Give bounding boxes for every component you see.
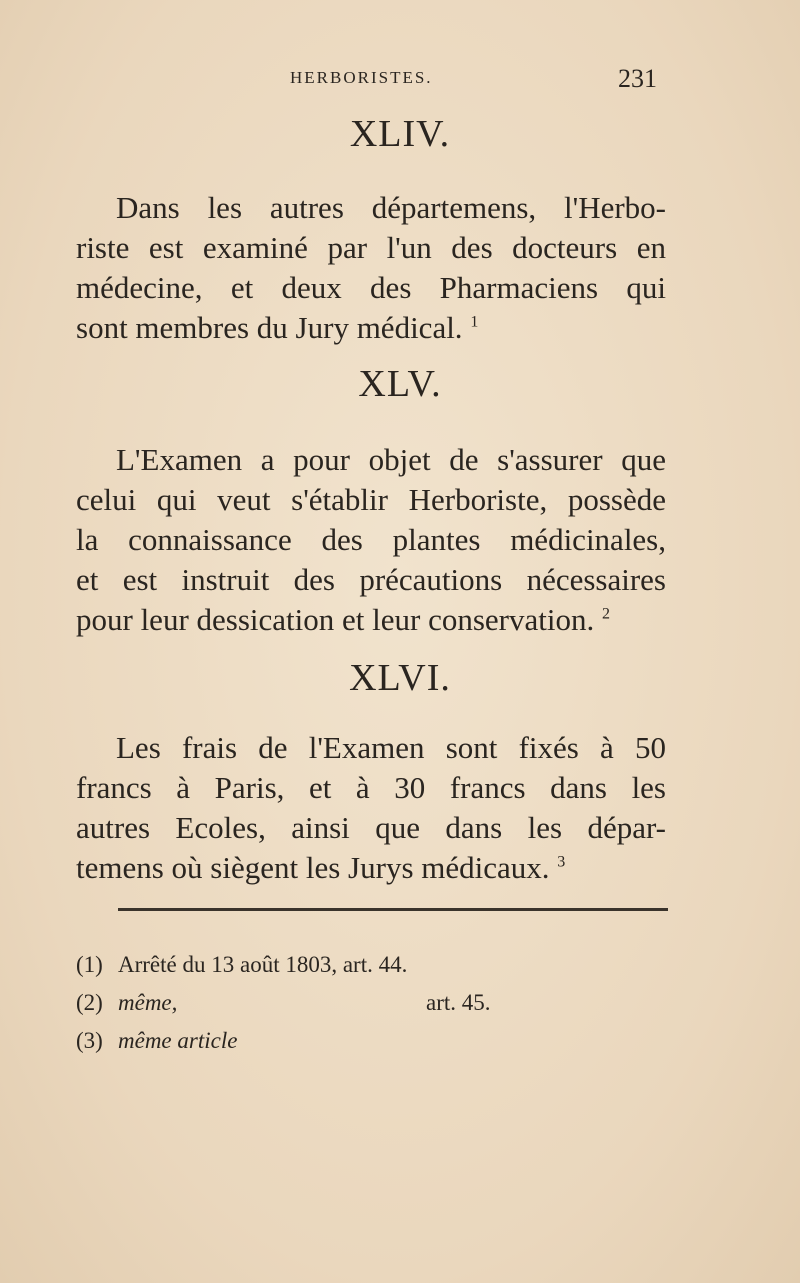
paragraph-line: autres Ecoles, ainsi que dans les dépar-: [76, 810, 666, 845]
footnote-reference: 2: [601, 605, 610, 623]
paragraph-line-text: temens où siègent les Jurys médicaux.: [76, 850, 550, 885]
section-paragraph: [76, 440, 666, 640]
paragraph-line: [76, 308, 666, 348]
paragraph-line: L'Examen a pour objet de s'assurer que: [116, 442, 666, 477]
paragraph-line: Les frais de l'Examen sont fixés à 50: [116, 730, 666, 765]
footnote: [76, 952, 536, 990]
running-title: HERBORISTES.: [290, 68, 433, 87]
footnote-article-ref: art. 45.: [426, 990, 491, 1015]
paragraph-line-text: sont membres du Jury médical.: [76, 310, 463, 345]
paragraph-line: la connaissance des plantes médicinales,: [76, 522, 666, 557]
section-heading: XLVI.: [349, 657, 451, 699]
paragraph-line: et est instruit des précautions nécessaires: [76, 562, 666, 597]
paragraph-line: celui qui veut s'établir Herboriste, possède: [76, 482, 666, 517]
section-paragraph: [76, 728, 666, 888]
footnote-marker: (3): [76, 1028, 103, 1053]
paragraph-line: médecine, et deux des Pharmaciens qui: [76, 270, 666, 305]
footnote-reference: 3: [557, 853, 566, 871]
footnote-text: même,: [118, 990, 178, 1015]
footnote-marker: (1): [76, 952, 103, 977]
section-heading: XLV.: [358, 363, 442, 405]
paragraph-line: [76, 848, 666, 888]
footnote: [76, 990, 536, 1028]
paragraph-line: riste est examiné par l'un des docteurs en: [76, 230, 666, 265]
footnote: [76, 1028, 536, 1066]
footnote-text: même article: [118, 1028, 238, 1053]
paragraph-line: francs à Paris, et à 30 francs dans les: [76, 770, 666, 805]
paragraph-line-text: pour leur dessication et leur conservation.: [76, 602, 595, 637]
footnote-separator: [118, 908, 668, 911]
paragraph-line: [76, 600, 666, 640]
paragraph-line: Dans les autres départemens, l'Herbo-: [116, 190, 666, 225]
footnotes: [76, 952, 536, 1066]
page-number: 231: [618, 64, 657, 93]
section-heading: XLIV.: [349, 113, 451, 155]
footnote-reference: 1: [470, 313, 479, 331]
section-paragraph: [76, 188, 666, 348]
footnote-marker: (2): [76, 990, 103, 1015]
footnote-text: Arrêté du 13 août 1803, art. 44.: [118, 952, 408, 977]
page-header: [0, 64, 800, 94]
